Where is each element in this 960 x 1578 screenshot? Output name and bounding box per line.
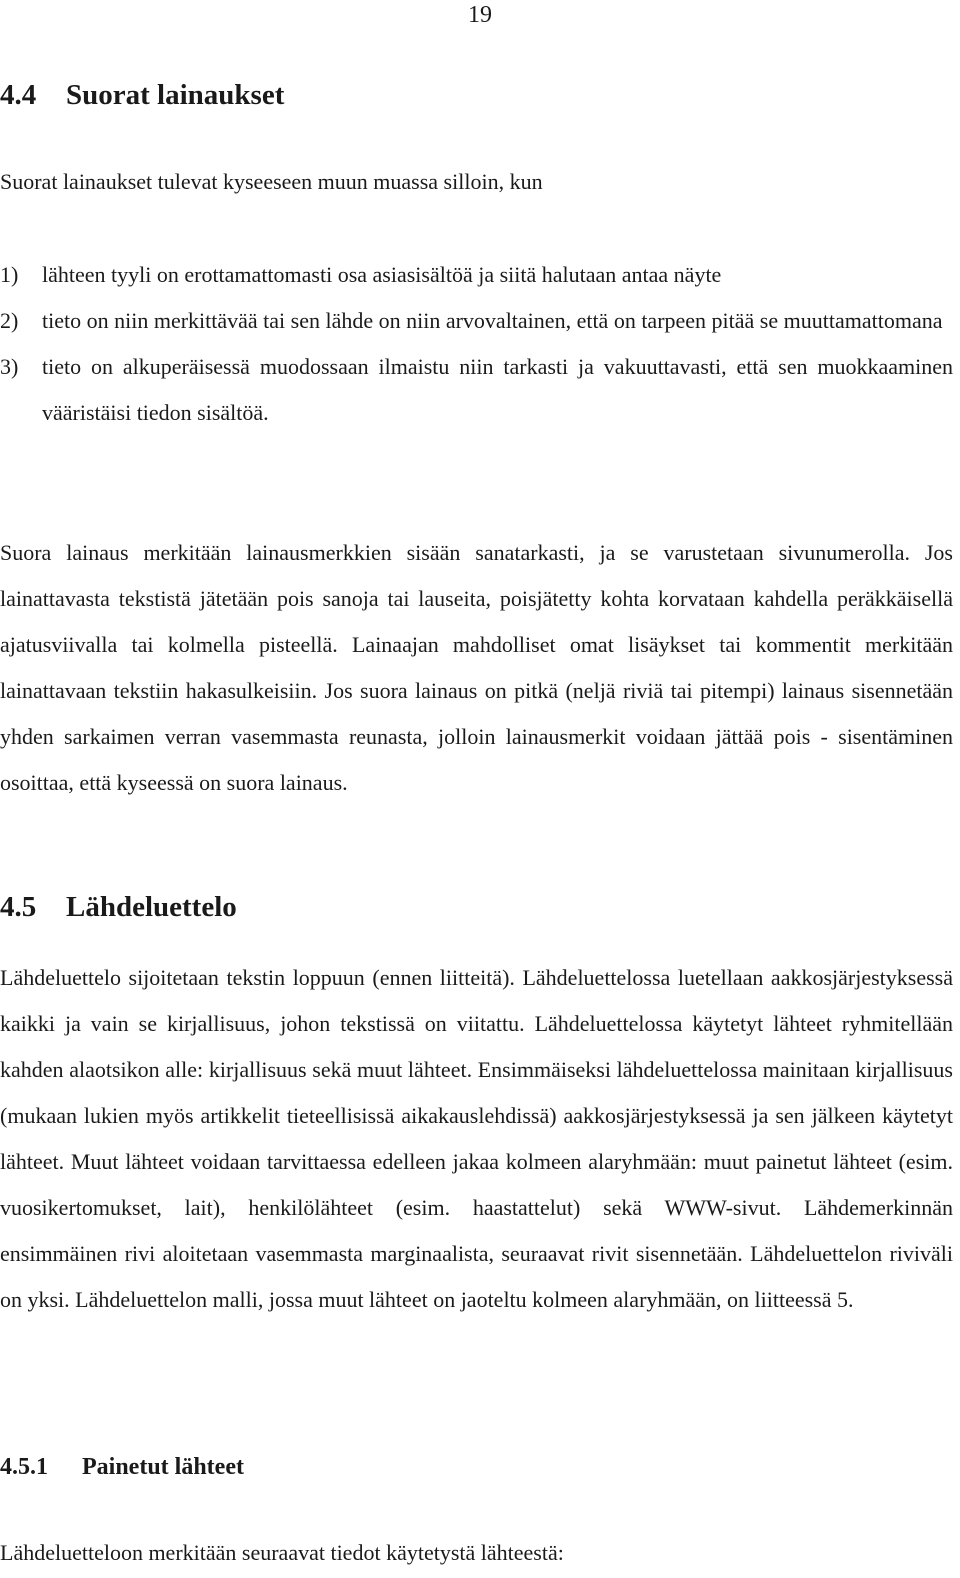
list-item-marker: 1) xyxy=(0,262,19,287)
page-number: 19 xyxy=(468,2,492,28)
section-4-4-intro: Suorat lainaukset tulevat kyseeseen muun muassa silloin, kun xyxy=(0,169,543,194)
section-4-4-paragraph: Suora lainaus merkitään lainausmerkkien sisään sanatarkasti, ja se varustetaan sivunumerolla. Jos lainattavasta tekstistä jätetään pois sanoja tai lauseita, poisjätetty kohta korvataan kahdella peräkkäisellä ajatusviivalla tai kolmella pisteellä. Lainaajan mahdolliset omat lisäykset tai kommentit merkitään lainattavaan tekstiin hakasulkeisiin. Jos suora lainaus on pitkä (neljä riviä tai pitempi) lainaus sisennetään yhden sarkaimen verran vasemmasta reunasta, jolloin lainausmerkit voidaan jättää pois - sisentäminen osoittaa, että kyseessä on suora lainaus. xyxy=(0,540,953,795)
heading-4-5-title: Lähdeluettelo xyxy=(66,891,237,923)
heading-4-5 xyxy=(0,891,237,923)
section-4-5-1-paragraph: Lähdeluetteloon merkitään seuraavat tiedot käytetystä lähteestä: xyxy=(0,1540,564,1565)
list-item xyxy=(0,252,953,298)
list-item-text: lähteen tyyli on erottamattomasti osa asiasisältöä ja siitä halutaan antaa näyte xyxy=(42,262,722,287)
heading-4-5-number: 4.5 xyxy=(0,891,37,923)
list-item-marker: 2) xyxy=(0,308,19,333)
heading-4-4-number: 4.4 xyxy=(0,79,37,111)
section-4-5-paragraph: Lähdeluettelo sijoitetaan tekstin loppuun (ennen liitteitä). Lähdeluettelossa luetellaan aakkosjärjestyksessä kaikki ja vain se kirjallisuus, johon tekstissä on viitattu. Lähdeluettelossa käytetyt lähteet ryhmitellään kahden alaotsikon alle: kirjallisuus sekä muut lähteet. Ensimmäiseksi lähdeluettelossa mainitaan kirjallisuus (mukaan lukien myös artikkelit tieteellisissä aikakauslehdissä) aakkosjärjestyksessä ja sen jälkeen käytetyt lähteet. Muut lähteet voidaan tarvittaessa edelleen jakaa kolmeen alaryhmään: muut painetut lähteet (esim. vuosikertomukset, lait), henkilölähteet (esim. haastattelut) sekä WWW-sivut. Lähdemerkinnän ensimmäinen rivi aloitetaan vasemmasta marginaalista, seuraavat rivit sisennetään. Lähdeluettelon riviväli on yksi. Lähdeluettelon malli, jossa muut lähteet on jaoteltu kolmeen alaryhmään, on liitteessä 5. xyxy=(0,965,953,1312)
heading-4-4-title: Suorat lainaukset xyxy=(66,79,285,111)
heading-4-5-1-number: 4.5.1 xyxy=(0,1454,48,1480)
heading-4-5-1 xyxy=(0,1453,244,1481)
list-item xyxy=(0,298,953,344)
list-item xyxy=(0,344,953,436)
list-item-marker: 3) xyxy=(0,354,19,379)
list-item-text: tieto on alkuperäisessä muodossaan ilmaistu niin tarkasti ja vakuuttavasti, että sen muokkaaminen vääristäisi tiedon sisältöä. xyxy=(42,354,953,425)
list-item-text: tieto on niin merkittävää tai sen lähde on niin arvovaltainen, että on tarpeen pitää se muuttamattomana xyxy=(42,308,943,333)
heading-4-5-1-title: Painetut lähteet xyxy=(82,1454,244,1480)
heading-4-4 xyxy=(0,79,284,111)
quote-conditions-list xyxy=(0,252,953,436)
